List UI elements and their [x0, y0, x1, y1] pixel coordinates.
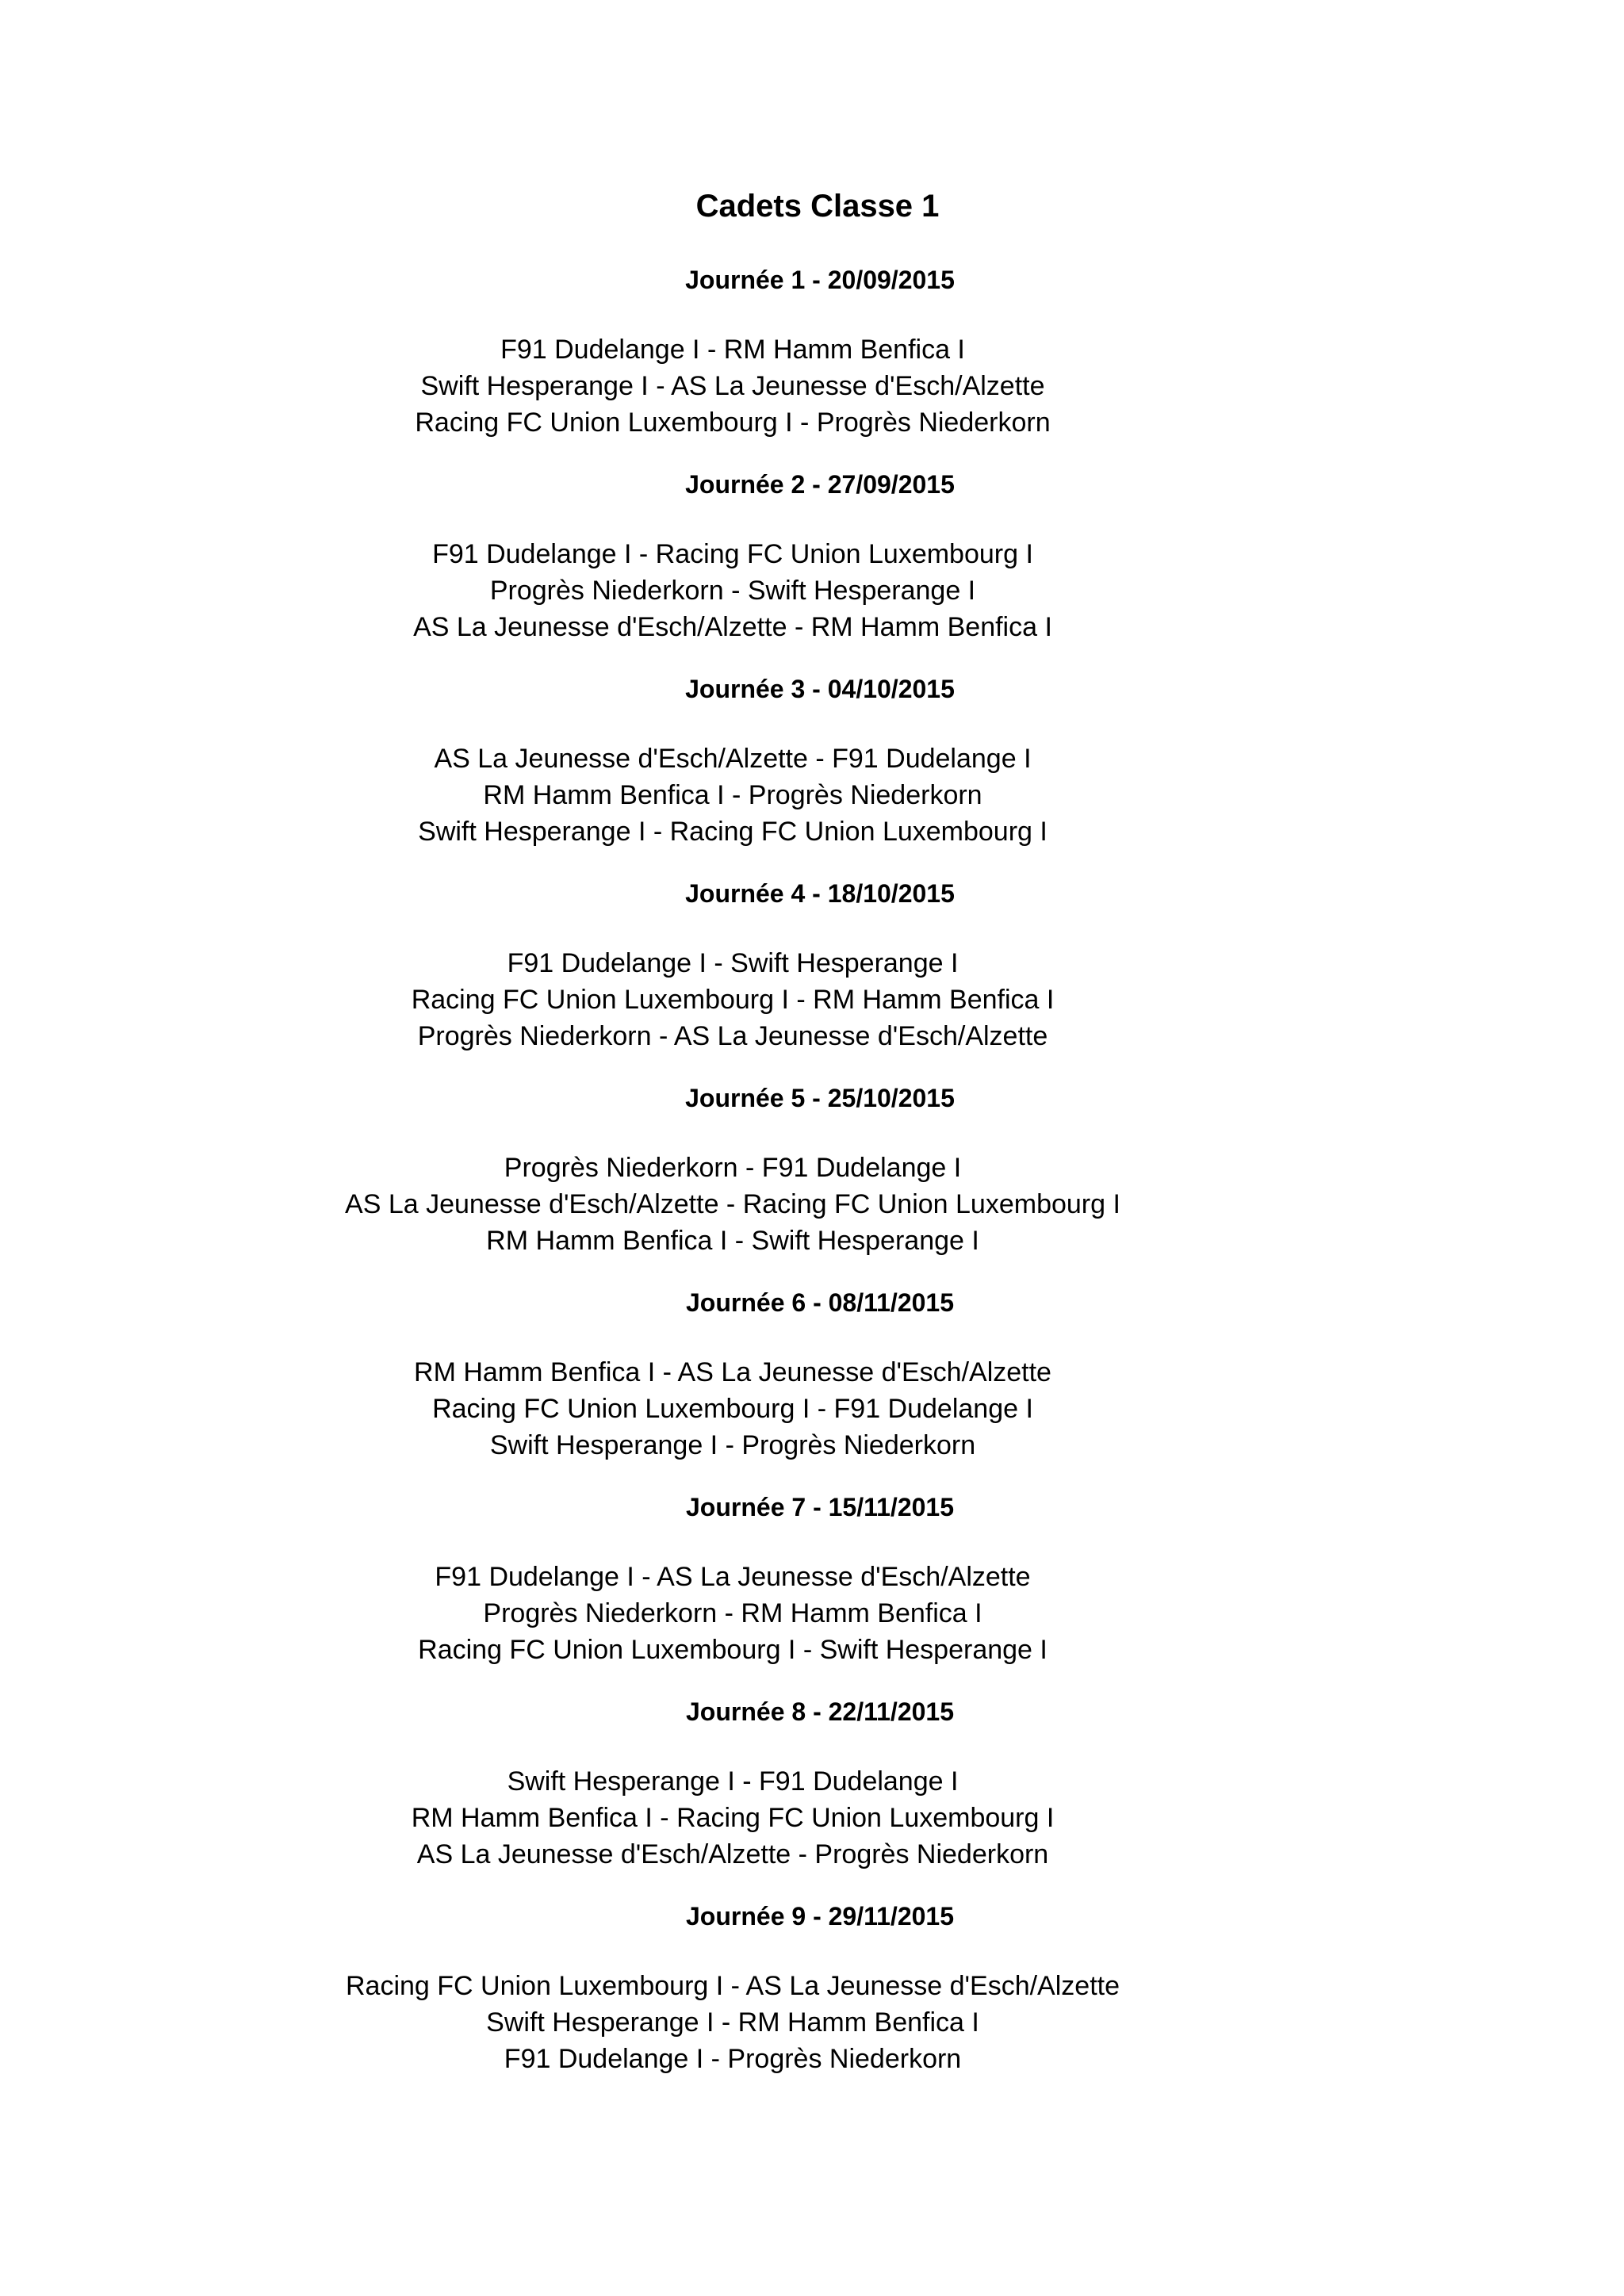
document-title: Cadets Classe 1 — [695, 189, 940, 224]
round-heading: Journée 4 - 18/10/2015 — [685, 879, 955, 908]
match-item: Racing FC Union Luxembourg I - AS La Jeunesse d'Esch/Alzette — [345, 1971, 1120, 2001]
round-8 — [0, 1697, 1624, 1901]
round-9 — [0, 1901, 1624, 2106]
round-2 — [0, 469, 1624, 674]
match-list — [0, 740, 1465, 850]
round-list — [0, 265, 1624, 2106]
match-list — [0, 945, 1465, 1054]
match-list — [0, 1150, 1465, 1259]
match-item: RM Hamm Benfica I - AS La Jeunesse d'Esch/Alzette — [414, 1357, 1051, 1387]
round-3 — [0, 674, 1624, 878]
match-item: RM Hamm Benfica I - Racing FC Union Luxembourg I — [411, 1803, 1055, 1833]
round-heading: Journée 5 - 25/10/2015 — [685, 1084, 955, 1112]
match-list — [0, 1763, 1465, 1873]
round-heading: Journée 6 - 08/11/2015 — [686, 1288, 954, 1317]
match-item: Progrès Niederkorn - F91 Dudelange I — [504, 1153, 962, 1183]
round-5 — [0, 1083, 1624, 1288]
match-list — [0, 536, 1465, 645]
match-item: AS La Jeunesse d'Esch/Alzette - F91 Dudelange I — [434, 744, 1032, 774]
match-item: AS La Jeunesse d'Esch/Alzette - Racing FC Union Luxembourg I — [345, 1189, 1120, 1219]
round-7 — [0, 1492, 1624, 1697]
match-item: Progrès Niederkorn - AS La Jeunesse d'Esch/Alzette — [417, 1021, 1048, 1051]
match-item: Progrès Niederkorn - Swift Hesperange I — [489, 576, 976, 606]
round-heading: Journée 8 - 22/11/2015 — [686, 1697, 954, 1726]
match-item: F91 Dudelange I - RM Hamm Benfica I — [500, 335, 965, 365]
round-heading: Journée 7 - 15/11/2015 — [686, 1493, 954, 1521]
match-item: Progrès Niederkorn - RM Hamm Benfica I — [483, 1598, 982, 1628]
round-heading: Journée 9 - 29/11/2015 — [686, 1902, 954, 1931]
match-item: Swift Hesperange I - F91 Dudelange I — [507, 1766, 959, 1797]
match-item: Racing FC Union Luxembourg I - F91 Dudelange I — [432, 1394, 1033, 1424]
match-item: Swift Hesperange I - AS La Jeunesse d'Esch/Alzette — [420, 371, 1045, 401]
match-item: AS La Jeunesse d'Esch/Alzette - Progrès Niederkorn — [416, 1839, 1049, 1869]
round-4 — [0, 878, 1624, 1083]
match-item: F91 Dudelange I - AS La Jeunesse d'Esch/Alzette — [435, 1562, 1031, 1592]
round-heading: Journée 2 - 27/09/2015 — [685, 470, 955, 499]
match-item: Racing FC Union Luxembourg I - RM Hamm Benfica I — [411, 985, 1055, 1015]
match-list — [0, 1968, 1465, 2077]
match-item: RM Hamm Benfica I - Progrès Niederkorn — [483, 780, 982, 810]
match-item: RM Hamm Benfica I - Swift Hesperange I — [486, 1226, 979, 1256]
match-list — [0, 1559, 1465, 1668]
round-6 — [0, 1288, 1624, 1492]
round-1 — [0, 265, 1624, 469]
match-item: Swift Hesperange I - Racing FC Union Luxembourg I — [418, 817, 1048, 847]
match-item: F91 Dudelange I - Racing FC Union Luxembourg I — [432, 539, 1033, 569]
round-heading: Journée 1 - 20/09/2015 — [685, 266, 955, 294]
match-list — [0, 1354, 1465, 1464]
match-item: F91 Dudelange I - Progrès Niederkorn — [504, 2044, 962, 2074]
round-heading: Journée 3 - 04/10/2015 — [685, 675, 955, 703]
match-item: Swift Hesperange I - Progrès Niederkorn — [489, 1430, 976, 1460]
match-item: Swift Hesperange I - RM Hamm Benfica I — [486, 2007, 979, 2038]
match-item: AS La Jeunesse d'Esch/Alzette - RM Hamm Benfica I — [413, 612, 1052, 642]
match-item: Racing FC Union Luxembourg I - Swift Hesperange I — [418, 1635, 1048, 1665]
match-list — [0, 331, 1465, 441]
match-item: Racing FC Union Luxembourg I - Progrès Niederkorn — [415, 408, 1051, 438]
match-item: F91 Dudelange I - Swift Hesperange I — [507, 948, 959, 978]
